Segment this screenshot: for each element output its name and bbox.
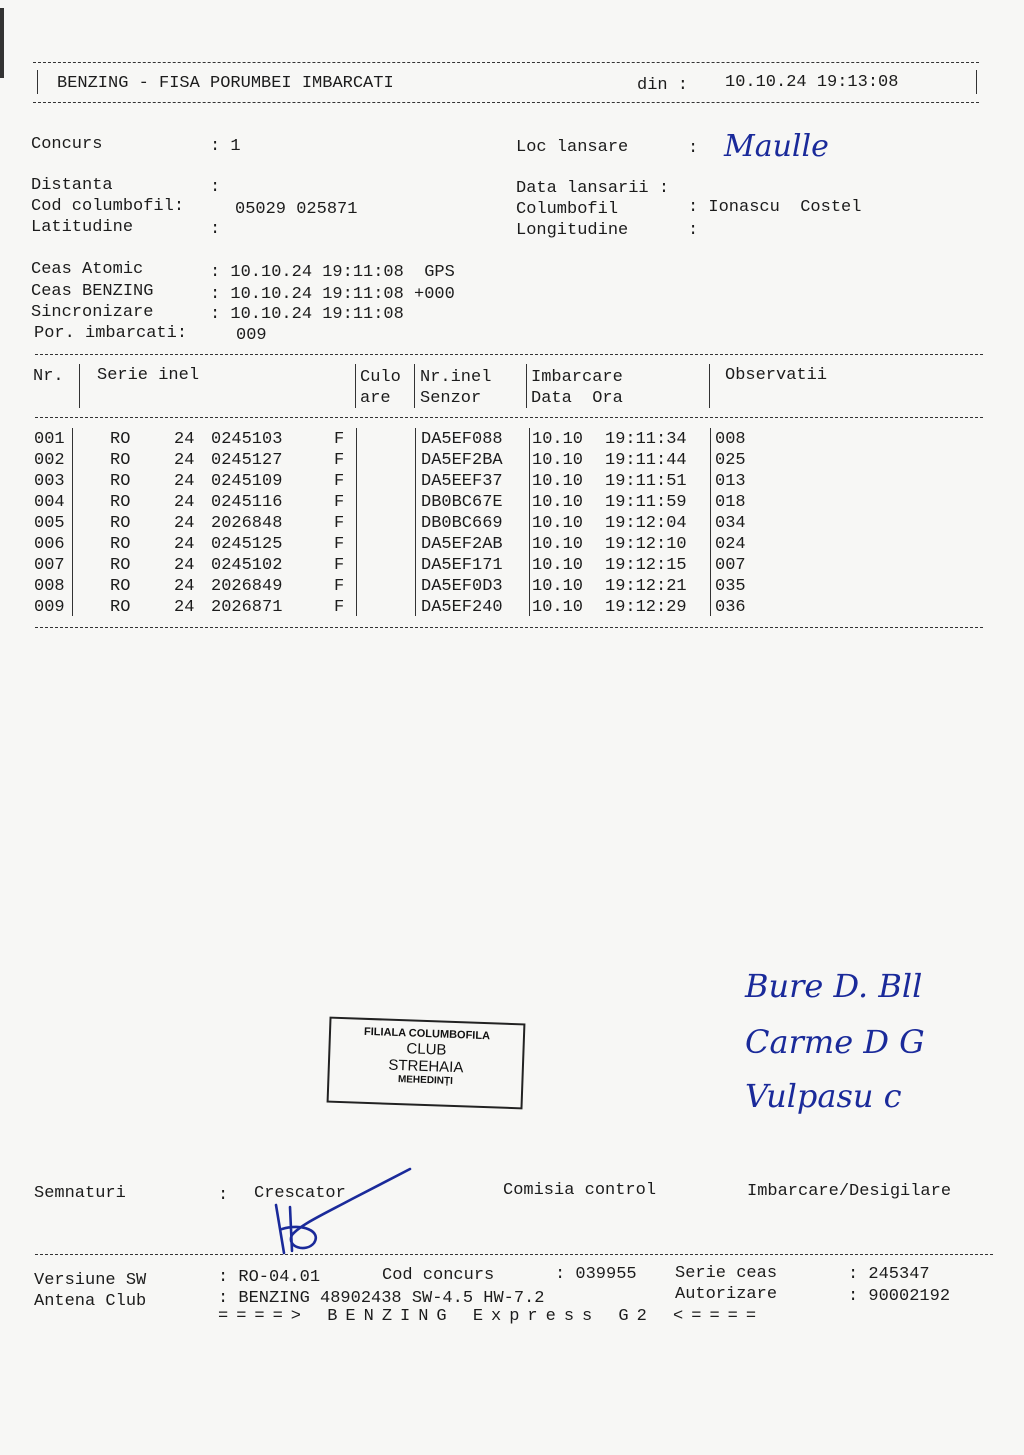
cell-year: 24	[174, 577, 195, 596]
cell-nr: 008	[34, 577, 65, 596]
serie-ceas-label: Serie ceas	[675, 1264, 778, 1283]
autorizare-value: : 90002192	[848, 1287, 951, 1306]
cell-ring: 0245102	[211, 556, 283, 575]
autorizare-label: Autorizare	[675, 1285, 778, 1304]
cell-sex: F	[334, 556, 345, 575]
col-header-nr-inel: Nr.inel	[420, 368, 492, 387]
sincronizare-label: Sincronizare	[31, 303, 154, 322]
cell-date: 10.10	[532, 430, 584, 449]
header-bottom-rule	[33, 102, 979, 103]
header-top-rule	[33, 62, 979, 63]
col-header-culoare-1: Culo	[360, 368, 401, 387]
cell-sex: F	[334, 598, 345, 617]
cell-date: 10.10	[532, 493, 584, 512]
crescator-signature-scribble	[262, 1165, 417, 1260]
cell-date: 10.10	[532, 451, 584, 470]
cell-time: 19:11:51	[605, 472, 687, 491]
cell-time: 19:12:21	[605, 577, 687, 596]
cell-country: RO	[110, 556, 131, 575]
stamp-line-3: STREHAIA	[388, 1056, 464, 1077]
cell-nr: 009	[34, 598, 65, 617]
document-title: BENZING - FISA PORUMBEI IMBARCATI	[57, 74, 394, 93]
cell-ring: 2026849	[211, 577, 283, 596]
cell-nr: 004	[34, 493, 65, 512]
versiune-sw-label: Versiune SW	[34, 1271, 147, 1290]
cell-year: 24	[174, 451, 195, 470]
cell-nr: 007	[34, 556, 65, 575]
cell-ring: 2026871	[211, 598, 283, 617]
cell-date: 10.10	[532, 556, 584, 575]
cell-ring: 0245125	[211, 535, 283, 554]
cell-year: 24	[174, 535, 195, 554]
cell-nr: 001	[34, 430, 65, 449]
imbarcare-desigilare-label: Imbarcare/Desigilare	[747, 1182, 952, 1201]
cell-sensor: DA5EF240	[421, 598, 503, 617]
sincronizare-value: : 10.10.24 19:11:08	[210, 305, 404, 324]
table-divider	[72, 428, 73, 616]
concurs-value: : 1	[210, 137, 241, 156]
cell-date: 10.10	[532, 577, 584, 596]
longitudine-label: Longitudine	[516, 221, 629, 240]
ceas-benzing-value: : 10.10.24 19:11:08 +000	[210, 285, 455, 304]
cell-observatii: 025	[715, 451, 746, 470]
cell-observatii: 007	[715, 556, 746, 575]
cell-sensor: DB0BC669	[421, 514, 503, 533]
cell-sex: F	[334, 514, 345, 533]
antena-club-value: : BENZING 48902438 SW-4.5 HW-7.2	[218, 1289, 545, 1308]
latitudine-label: Latitudine	[31, 218, 134, 237]
col-header-serie-inel: Serie inel	[97, 366, 200, 385]
table-header-rule	[35, 417, 983, 418]
cell-observatii: 035	[715, 577, 746, 596]
cell-date: 10.10	[532, 535, 584, 554]
cell-sex: F	[334, 451, 345, 470]
table-divider	[355, 364, 356, 408]
cell-observatii: 008	[715, 430, 746, 449]
cod-columbofil-value: 05029 025871	[235, 200, 358, 219]
header-left-bar	[37, 70, 38, 94]
ceas-atomic-value: : 10.10.24 19:11:08 GPS	[210, 263, 455, 282]
cell-time: 19:11:34	[605, 430, 687, 449]
col-header-culoare-2: are	[360, 389, 391, 408]
table-divider	[415, 428, 416, 616]
cell-year: 24	[174, 514, 195, 533]
cell-ring: 0245109	[211, 472, 283, 491]
col-header-imbarcare: Imbarcare	[531, 368, 623, 387]
col-header-senzor: Senzor	[420, 389, 482, 408]
cell-observatii: 036	[715, 598, 746, 617]
table-divider	[710, 428, 711, 616]
cell-observatii: 034	[715, 514, 746, 533]
comisia-control-label: Comisia control	[503, 1181, 657, 1200]
cell-sensor: DA5EF2AB	[421, 535, 503, 554]
cell-year: 24	[174, 556, 195, 575]
print-datetime: 10.10.24 19:13:08	[725, 73, 899, 92]
club-stamp	[327, 1017, 526, 1110]
page-edge-mark	[0, 8, 4, 78]
loc-lansare-handwritten: Maulle	[724, 129, 829, 164]
cell-sensor: DA5EF0D3	[421, 577, 503, 596]
header-right-bar	[976, 70, 977, 94]
table-divider	[414, 364, 415, 408]
distanta-colon: :	[210, 178, 221, 197]
cell-observatii: 024	[715, 535, 746, 554]
signature-committee-2: Carme D G	[745, 1023, 925, 1061]
loc-lansare-colon: :	[688, 139, 699, 158]
signature-committee-1: Bure D. Bll	[745, 967, 923, 1005]
cell-ring: 0245127	[211, 451, 283, 470]
cell-observatii: 018	[715, 493, 746, 512]
cell-nr: 003	[34, 472, 65, 491]
cell-date: 10.10	[532, 472, 584, 491]
latitudine-colon: :	[210, 220, 221, 239]
antena-club-label: Antena Club	[34, 1292, 147, 1311]
cell-ring: 0245116	[211, 493, 283, 512]
cell-date: 10.10	[532, 514, 584, 533]
col-header-nr: Nr.	[33, 367, 64, 386]
semnaturi-label: Semnaturi	[34, 1184, 126, 1203]
cell-sex: F	[334, 535, 345, 554]
cell-country: RO	[110, 472, 131, 491]
columbofil-label: Columbofil	[516, 200, 619, 219]
cell-country: RO	[110, 577, 131, 596]
cod-concurs-value: : 039955	[555, 1265, 637, 1284]
ceas-benzing-label: Ceas BENZING	[31, 282, 154, 301]
cell-time: 19:11:44	[605, 451, 687, 470]
cell-nr: 005	[34, 514, 65, 533]
cell-sensor: DA5EF2BA	[421, 451, 503, 470]
cell-sensor: DA5EF088	[421, 430, 503, 449]
versiune-sw-value: : RO-04.01	[218, 1268, 321, 1287]
concurs-label: Concurs	[31, 135, 103, 154]
table-divider	[709, 364, 710, 408]
por-imbarcati-label: Por. imbarcati:	[34, 324, 188, 343]
cell-time: 19:12:15	[605, 556, 687, 575]
ceas-atomic-label: Ceas Atomic	[31, 260, 144, 279]
cell-year: 24	[174, 472, 195, 491]
cell-observatii: 013	[715, 472, 746, 491]
cell-sex: F	[334, 493, 345, 512]
cell-sex: F	[334, 472, 345, 491]
cell-time: 19:12:10	[605, 535, 687, 554]
distanta-label: Distanta	[31, 176, 113, 195]
cell-sex: F	[334, 577, 345, 596]
cell-time: 19:12:29	[605, 598, 687, 617]
cell-country: RO	[110, 451, 131, 470]
stamp-line-2: CLUB	[406, 1040, 447, 1059]
cell-year: 24	[174, 493, 195, 512]
stamp-line-4: MEHEDINȚI	[397, 1074, 454, 1087]
cell-nr: 002	[34, 451, 65, 470]
cell-country: RO	[110, 493, 131, 512]
cell-country: RO	[110, 430, 131, 449]
cell-year: 24	[174, 598, 195, 617]
cod-concurs-label: Cod concurs	[382, 1266, 495, 1285]
serie-ceas-value: : 245347	[848, 1265, 930, 1284]
footer-banner: ====> BENZING Express G2 <====	[218, 1307, 765, 1326]
cell-ring: 0245103	[211, 430, 283, 449]
table-divider	[356, 428, 357, 616]
table-divider	[526, 364, 527, 408]
por-imbarcati-value: 009	[236, 326, 267, 345]
cell-sensor: DA5EEF37	[421, 472, 503, 491]
cell-sensor: DA5EF171	[421, 556, 503, 575]
din-label: din :	[637, 76, 689, 95]
table-bottom-rule	[35, 627, 983, 628]
cell-country: RO	[110, 514, 131, 533]
cell-sex: F	[334, 430, 345, 449]
cell-nr: 006	[34, 535, 65, 554]
semnaturi-colon: :	[218, 1186, 229, 1205]
columbofil-value: : Ionascu Costel	[688, 198, 862, 217]
cod-columbofil-label: Cod columbofil:	[31, 197, 185, 216]
footer-rule	[35, 1254, 993, 1255]
data-lansarii-label: Data lansarii :	[516, 179, 670, 198]
cell-sensor: DB0BC67E	[421, 493, 503, 512]
table-divider	[79, 364, 80, 408]
cell-year: 24	[174, 430, 195, 449]
cell-time: 19:11:59	[605, 493, 687, 512]
crescator-label: Crescator	[254, 1184, 346, 1203]
table-top-rule	[35, 354, 983, 355]
col-header-observatii: Observatii	[725, 366, 828, 385]
loc-lansare-label: Loc lansare	[516, 138, 629, 157]
table-divider	[529, 428, 530, 616]
col-header-data-ora: Data Ora	[531, 389, 623, 408]
cell-country: RO	[110, 535, 131, 554]
cell-ring: 2026848	[211, 514, 283, 533]
longitudine-colon: :	[688, 221, 699, 240]
signature-committee-3: Vulpasu c	[745, 1077, 902, 1115]
cell-country: RO	[110, 598, 131, 617]
cell-date: 10.10	[532, 598, 584, 617]
cell-time: 19:12:04	[605, 514, 687, 533]
stamp-line-1: FILIALA COLUMBOFILA	[363, 1025, 491, 1043]
